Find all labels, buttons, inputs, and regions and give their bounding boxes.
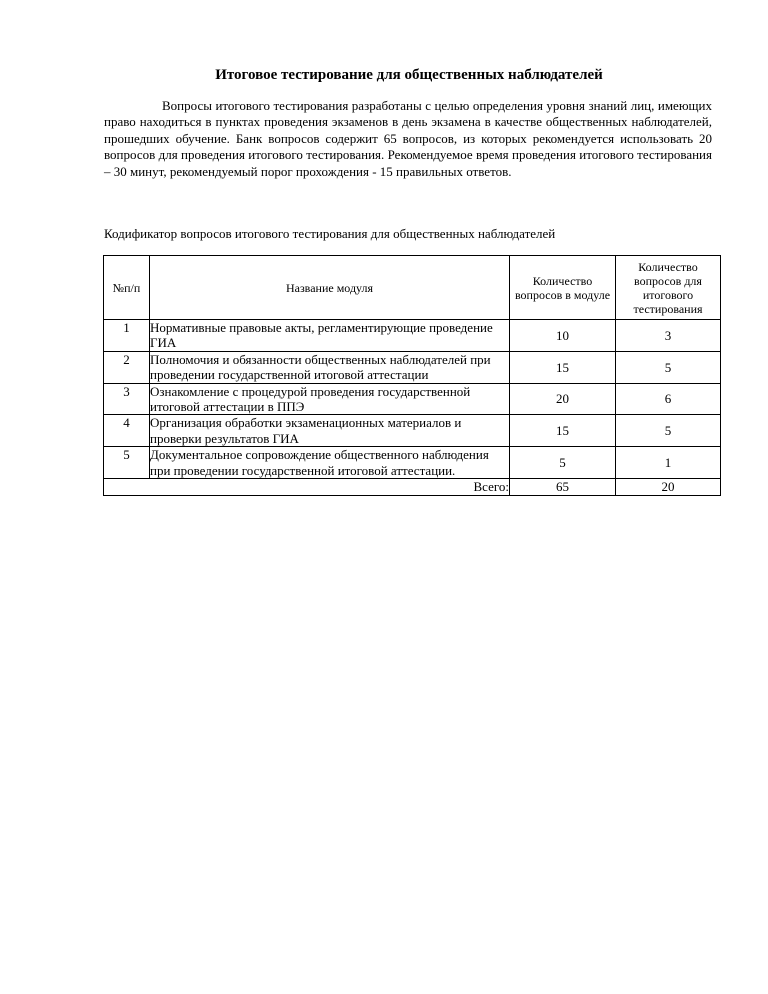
header-module-name: Название модуля <box>150 256 510 320</box>
table-row <box>104 447 721 479</box>
row-num: 1 <box>104 320 150 352</box>
row-num: 4 <box>104 415 150 447</box>
header-count-test: Количество вопросов для итогового тестирования <box>616 256 721 320</box>
row-count-test: 5 <box>616 415 721 447</box>
header-count-module: Количество вопросов в модуле <box>510 256 616 320</box>
row-count-module: 15 <box>510 351 616 383</box>
row-count-test: 5 <box>616 351 721 383</box>
codifier-caption: Кодификатор вопросов итогового тестирования для общественных наблюдателей <box>104 226 556 241</box>
row-num: 5 <box>104 447 150 479</box>
row-module-name: Полномочия и обязанности общественных наблюдателей при проведении государственной итоговой аттестации <box>150 351 510 383</box>
table-header-row <box>104 256 721 320</box>
row-count-module: 15 <box>510 415 616 447</box>
row-num: 3 <box>104 383 150 415</box>
row-module-name: Документальное сопровождение общественного наблюдения при проведении государственной итоговой аттестации. <box>150 447 510 479</box>
total-label: Всего: <box>104 479 510 496</box>
intro-paragraph: Вопросы итогового тестирования разработаны с целью определения уровня знаний лиц, имеющих право находиться в пунктах проведения экзаменов в день экзамена в качестве общественных наблюдателей, прошедших обучение. Банк вопросов содержит 65 вопросов, из которых рекомендуется использовать 20 вопросов для проведения итогового тестирования. Рекомендуемое время проведения итогового тестирования – 30 минут, рекомендуемый порог прохождения - 15 правильных ответов. <box>104 98 712 179</box>
header-num: №п/п <box>104 256 150 320</box>
row-module-name: Ознакомление с процедурой проведения государственной итоговой аттестации в ППЭ <box>150 383 510 415</box>
row-module-name: Нормативные правовые акты, регламентирующие проведение ГИА <box>150 320 510 352</box>
row-count-module: 5 <box>510 447 616 479</box>
row-count-test: 6 <box>616 383 721 415</box>
row-count-module: 10 <box>510 320 616 352</box>
table-row <box>104 383 721 415</box>
total-count-module: 65 <box>510 479 616 496</box>
document-title: Итоговое тестирование для общественных наблюдателей <box>215 67 603 83</box>
table-row <box>104 320 721 352</box>
row-count-test: 1 <box>616 447 721 479</box>
total-count-test: 20 <box>616 479 721 496</box>
row-count-test: 3 <box>616 320 721 352</box>
row-num: 2 <box>104 351 150 383</box>
row-count-module: 20 <box>510 383 616 415</box>
table-total-row <box>104 479 721 496</box>
codifier-table <box>103 255 721 496</box>
table-row <box>104 351 721 383</box>
row-module-name: Организация обработки экзаменационных материалов и проверки результатов ГИА <box>150 415 510 447</box>
table-row <box>104 415 721 447</box>
